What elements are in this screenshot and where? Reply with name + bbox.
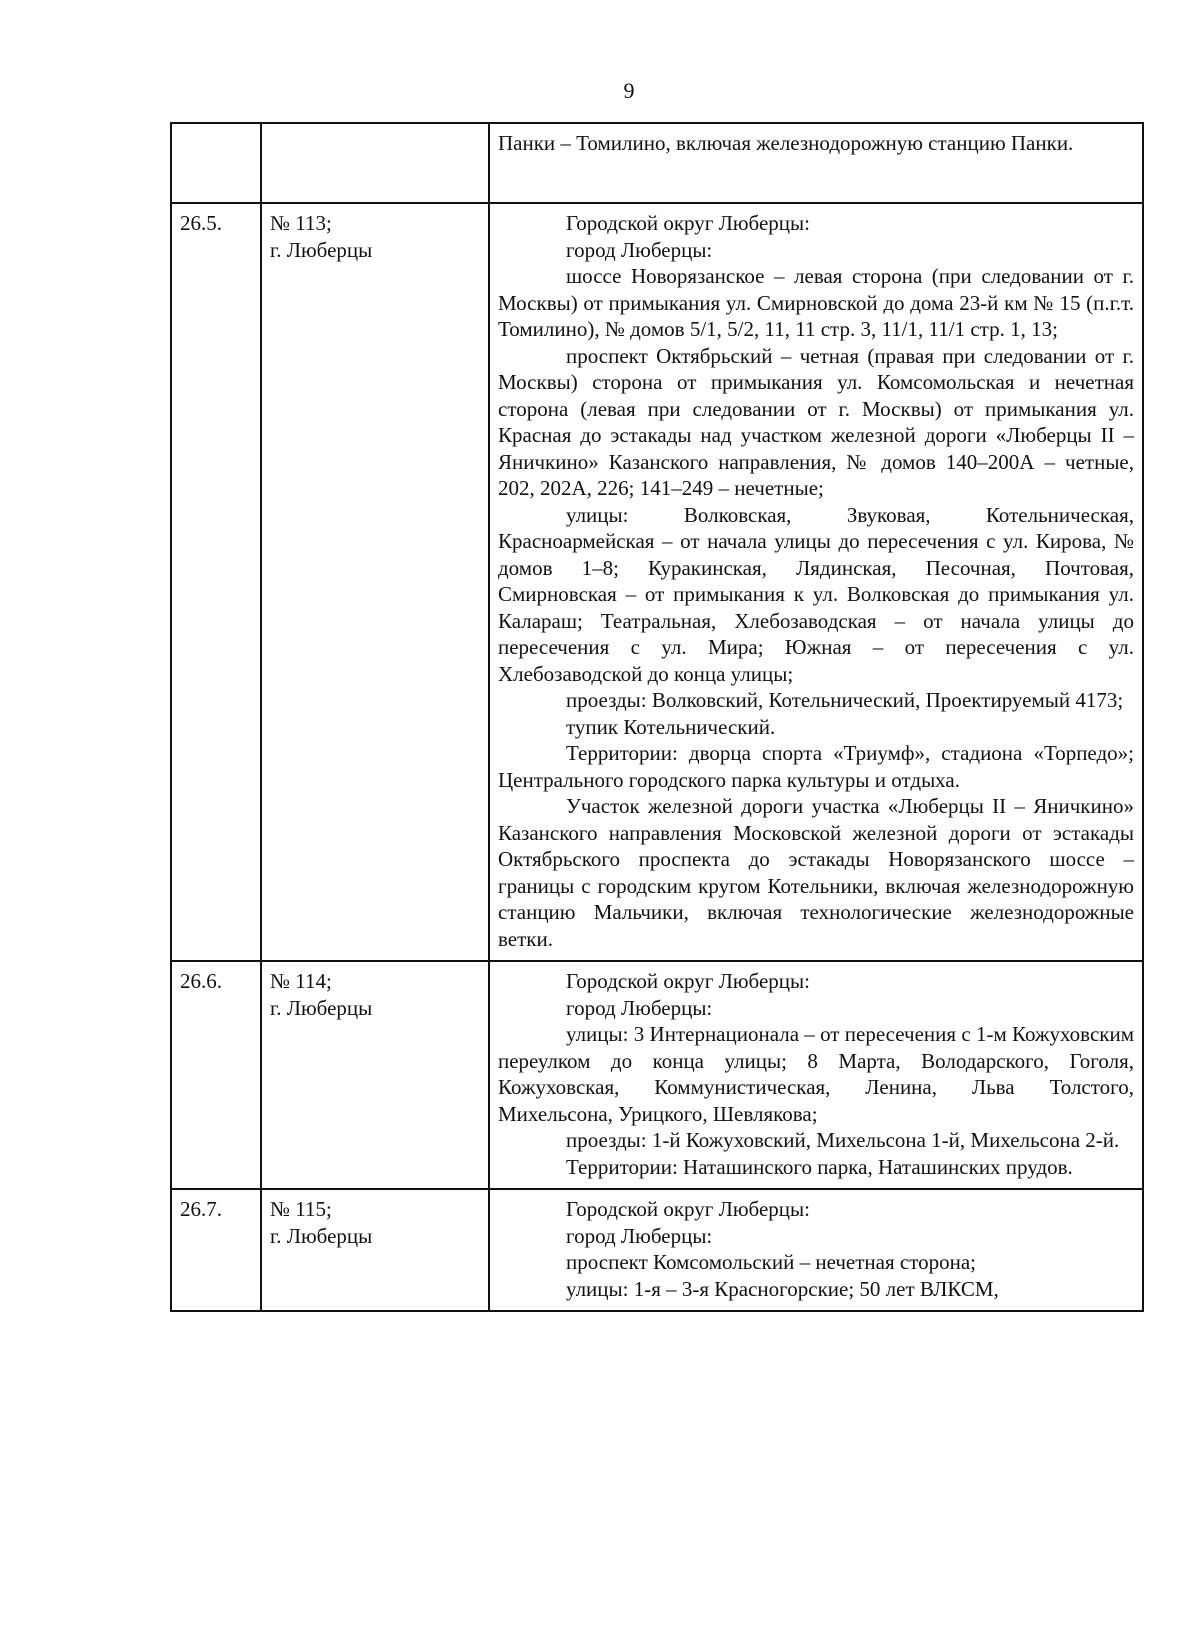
district-city: г. Люберцы [270, 237, 373, 262]
boundary-paragraph: шоссе Новорязанское – левая сторона (при следовании от г. Москвы) от примыкания ул. Смирновской до дома 23-й км № 15 (п.г.т. Томилино), № домов 5/1, 5/2, 11, 11 стр. 3, 11/1, 11/1 стр. 1, 13; [498, 264, 1134, 341]
page-number: 9 [623, 78, 635, 103]
district-cell [261, 203, 489, 961]
district-cell [261, 1189, 489, 1311]
boundary-paragraph: город Люберцы: [566, 237, 713, 262]
boundary-paragraph: улицы: Волковская, Звуковая, Котельническая, Красноармейская – от начала улицы до пересечения с ул. Кирова, № домов 1–8; Куракинская, Лядинская, Песочная, Почтовая, Смирновская – от примыкания к ул. Волковская до примыкания ул. Калараш; Театральная, Хлебозаводская – от начала улицы до пересечения с ул. Мира; Южная – от пересечения с ул. Хлебозаводской до конца улицы; [498, 502, 1134, 686]
boundary-paragraph: город Люберцы: [566, 995, 713, 1020]
boundary-paragraph: тупик Котельнический. [566, 714, 776, 739]
district-cell [261, 123, 489, 203]
boundary-paragraph: Участок железной дороги участка «Люберцы II – Яничкино» Казанского направления Московской железной дороги от эстакады Октябрьского проспекта до эстакады Новорязанского шоссе – границы с городским кругом Котельники, включая железнодорожную станцию Мальчики, включая технологические железнодорожные ветки. [498, 794, 1134, 951]
boundary-paragraph: Территории: дворца спорта «Триумф», стадиона «Торпедо»; Центрального городского парка культуры и отдыха. [498, 741, 1134, 792]
boundary-paragraph: улицы: 1-я – 3-я Красногорские; 50 лет ВЛКСМ, [566, 1276, 999, 1301]
district-number: № 113; [270, 211, 332, 235]
table-row [171, 203, 1143, 961]
table-row [171, 961, 1143, 1189]
boundary-paragraph: Территории: Наташинского парка, Наташинских прудов. [566, 1154, 1073, 1179]
district-city: г. Люберцы [270, 995, 373, 1020]
boundary-paragraph: Панки – Томилино, включая железнодорожную станцию Панки. [498, 131, 1074, 155]
boundary-paragraph: проезды: 1-й Кожуховский, Михельсона 1-й, Михельсона 2-й. [566, 1128, 1120, 1152]
row-number: 26.6. [171, 961, 261, 1189]
district-number: № 114; [270, 969, 332, 993]
boundary-paragraph: Городской округ Люберцы: [566, 969, 810, 993]
boundary-paragraph: проезды: Волковский, Котельнический, Проектируемый 4173; [566, 688, 1124, 712]
row-number [171, 123, 261, 203]
boundaries-cell [489, 203, 1143, 961]
table-row [171, 1189, 1143, 1311]
district-number: № 115; [270, 1197, 332, 1221]
boundaries-cell [489, 123, 1143, 203]
boundary-paragraph: Городской округ Люберцы: [566, 211, 810, 235]
table-row [171, 123, 1143, 203]
row-number: 26.7. [171, 1189, 261, 1311]
district-city: г. Люберцы [270, 1223, 373, 1248]
polling-districts-table [170, 122, 1144, 1312]
boundary-paragraph: улицы: 3 Интернационала – от пересечения с 1-м Кожуховским переулком до конца улицы; 8 Марта, Володарского, Гоголя, Кожуховская, Коммунистическая, Ленина, Льва Толстого, Михельсона, Урицкого, Шевлякова; [498, 1022, 1134, 1126]
boundary-paragraph: Городской округ Люберцы: [566, 1197, 810, 1221]
boundary-paragraph: город Люберцы: [566, 1223, 713, 1248]
district-cell [261, 961, 489, 1189]
boundary-paragraph: проспект Октябрьский – четная (правая при следовании от г. Москвы) сторона от примыкания ул. Комсомольская и нечетная сторона (левая при следовании от г. Москвы) от примыкания ул. Красная до эстакады над участком железной дороги «Люберцы II – Яничкино» Казанского направления, № домов 140–200А – четные, 202, 202А, 226; 141–249 – нечетные; [498, 343, 1134, 500]
boundaries-cell [489, 961, 1143, 1189]
boundaries-cell [489, 1189, 1143, 1311]
boundary-paragraph: проспект Комсомольский – нечетная сторона; [566, 1250, 977, 1274]
row-number: 26.5. [171, 203, 261, 961]
